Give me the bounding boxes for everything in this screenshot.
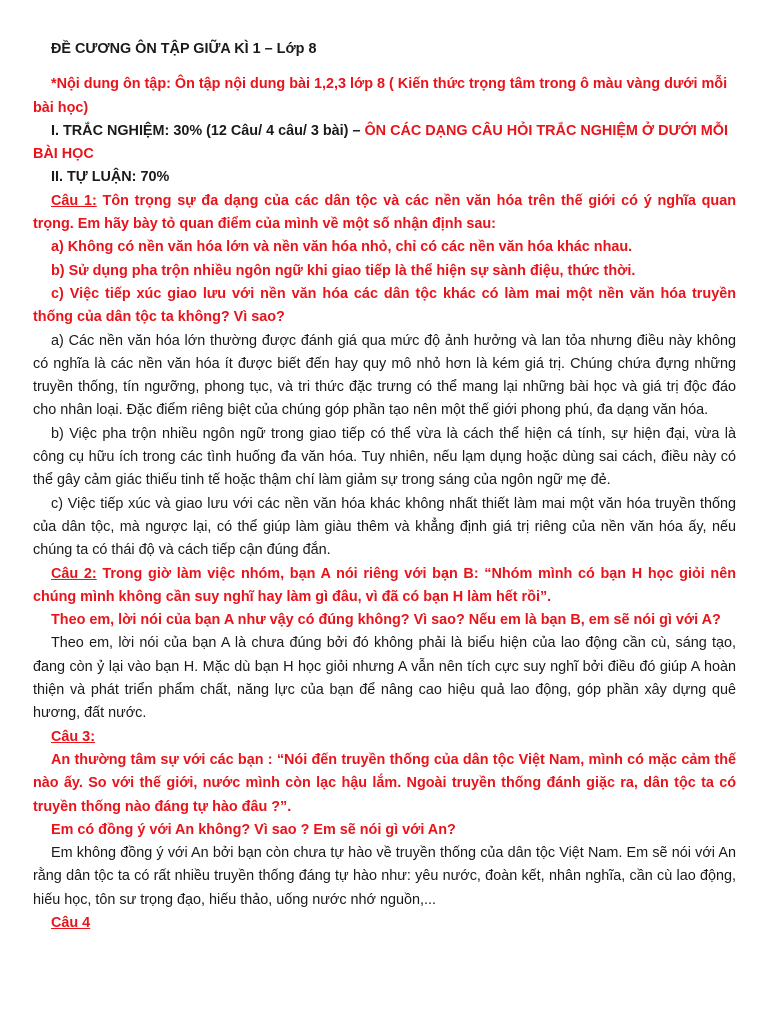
question-1-item-a: a) Không có nền văn hóa lớn và nền văn hóa nhỏ, chỉ có các nền văn hóa khác nhau. — [51, 239, 633, 256]
part-2-heading: II. TỰ LUẬN: 70% — [51, 169, 170, 186]
question-1-answer-b: b) Việc pha trộn nhiều ngôn ngữ trong giao tiếp có thể vừa là cách thể hiện cá tính, sự hiện đại, vừa là công cụ hữu ích trong các tình huống đa văn hóa. Tuy nhiên, nếu lạm dụng hoặc dùng sai cách, điều này có thể gây cảm giác thiếu tinh tế hoặc thậm chí làm giảm sự trong sáng của ngôn ngữ mẹ đẻ. — [33, 425, 736, 489]
question-1-answer-a: a) Các nền văn hóa lớn thường được đánh giá qua mức độ ảnh hưởng và lan tỏa nhưng điều này không có nghĩa là các nền văn hóa ít được biết đến hay quy mô nhỏ hơn là kém giá trị. Chúng chứa đựng những truyền thống, tín ngưỡng, phong tục, và tri thức đặc trưng có thể mang lại những bài học và giá trị độc đáo cho nhân loại. Đặc điểm riêng biệt của chúng góp phần tạo nên một thế giới phong phú, đa dạng văn hóa. — [33, 332, 736, 419]
question-2-prompt — [33, 563, 736, 610]
question-2-answer: Theo em, lời nói của bạn A là chưa đúng bởi đó không phải là biểu hiện của lao động cần cù, sáng tạo, đang còn ỷ lại vào bạn H. Mặc dù bạn H học giỏi nhưng A vẫn nên tích cực suy nghĩ bởi điều đó giúp A hoàn thiện và phát triển phẩm chất, năng lực của bạn để nâng cao hiệu quả lao động, góp phần xây dựng quê hương, đất nước. — [33, 635, 736, 722]
question-1-item-b: b) Sử dụng pha trộn nhiều ngôn ngữ khi giao tiếp là thể hiện sự sành điệu, thức thời. — [51, 262, 636, 279]
question-1-item-c: c) Việc tiếp xúc giao lưu với nền văn hóa các dân tộc khác có làm mai một nền văn hóa truyền thống của dân tộc ta không? Vì sao? — [33, 285, 736, 326]
question-1-text: Tôn trọng sự đa dạng của các dân tộc và các nền văn hóa trên thế giới có ý nghĩa quan trọng. Em hãy bày tỏ quan điểm của mình về một số nhận định sau: — [33, 192, 737, 233]
document-title: ĐỀ CƯƠNG ÔN TẬP GIỮA KÌ 1 – Lớp 8 — [51, 41, 317, 57]
question-2-text: Trong giờ làm việc nhóm, bạn A nói riêng với bạn B: “Nhóm mình có bạn H học giỏi nên chúng mình không cần suy nghĩ hay làm gì đâu, vì đã có bạn H làm hết rồi”. — [33, 565, 737, 605]
part-1-note: ÔN CÁC DẠNG CÂU HỎI TRẮC NGHIỆM Ở DƯỚI MỖI BÀI HỌC — [33, 122, 728, 163]
part-1-heading — [33, 120, 736, 167]
question-3-label: Câu 3: — [51, 728, 95, 745]
review-note: *Nội dung ôn tập: Ôn tập nội dung bài 1,2,3 lớp 8 ( Kiến thức trọng tâm trong ô màu vàng dưới mỗi bài học) — [33, 76, 728, 116]
question-1-prompt — [33, 190, 736, 237]
question-4-label: Câu 4 — [51, 914, 91, 931]
question-2-label: Câu 2: — [51, 565, 97, 582]
question-3-answer: Em không đồng ý với An bởi bạn còn chưa tự hào về truyền thống của dân tộc Việt Nam. Em sẽ nói với An rằng dân tộc ta có rất nhiều truyền thống đáng tự hào như: yêu nước, đoàn kết, nhân nghĩa, cần cù lao động, hiếu học, tôn sư trọng đạo, hiếu thảo, uống nước nhớ nguồn,... — [33, 845, 736, 908]
question-1-answer-c: c) Việc tiếp xúc và giao lưu với các nền văn hóa khác không nhất thiết làm mai một văn hóa truyền thống của dân tộc, mà ngược lại, có thể giúp làm giàu thêm và khẳng định giá trị riêng của nền văn hóa ấy, nếu chúng ta có thái độ và cách tiếp cận đúng đắn. — [33, 495, 736, 559]
question-3-prompt: An thường tâm sự với các bạn : “Nói đến truyền thống của dân tộc Việt Nam, mình có mặc cảm thế nào ấy. So với thế giới, nước mình còn lạc hậu lắm. Ngoài truyền thống đánh giặc ra, dân tộc ta có truyền thống nào đáng tự hào đâu ?”. — [33, 751, 736, 815]
question-1-label: Câu 1: — [51, 192, 97, 209]
question-2-question: Theo em, lời nói của bạn A như vậy có đúng không? Vì sao? Nếu em là bạn B, em sẽ nói gì với A? — [51, 612, 721, 629]
question-3-question: Em có đồng ý với An không? Vì sao ? Em sẽ nói gì với An? — [51, 821, 456, 838]
part-1-label: I. TRẮC NGHIỆM: 30% (12 Câu/ 4 câu/ 3 bài) – — [51, 122, 361, 139]
